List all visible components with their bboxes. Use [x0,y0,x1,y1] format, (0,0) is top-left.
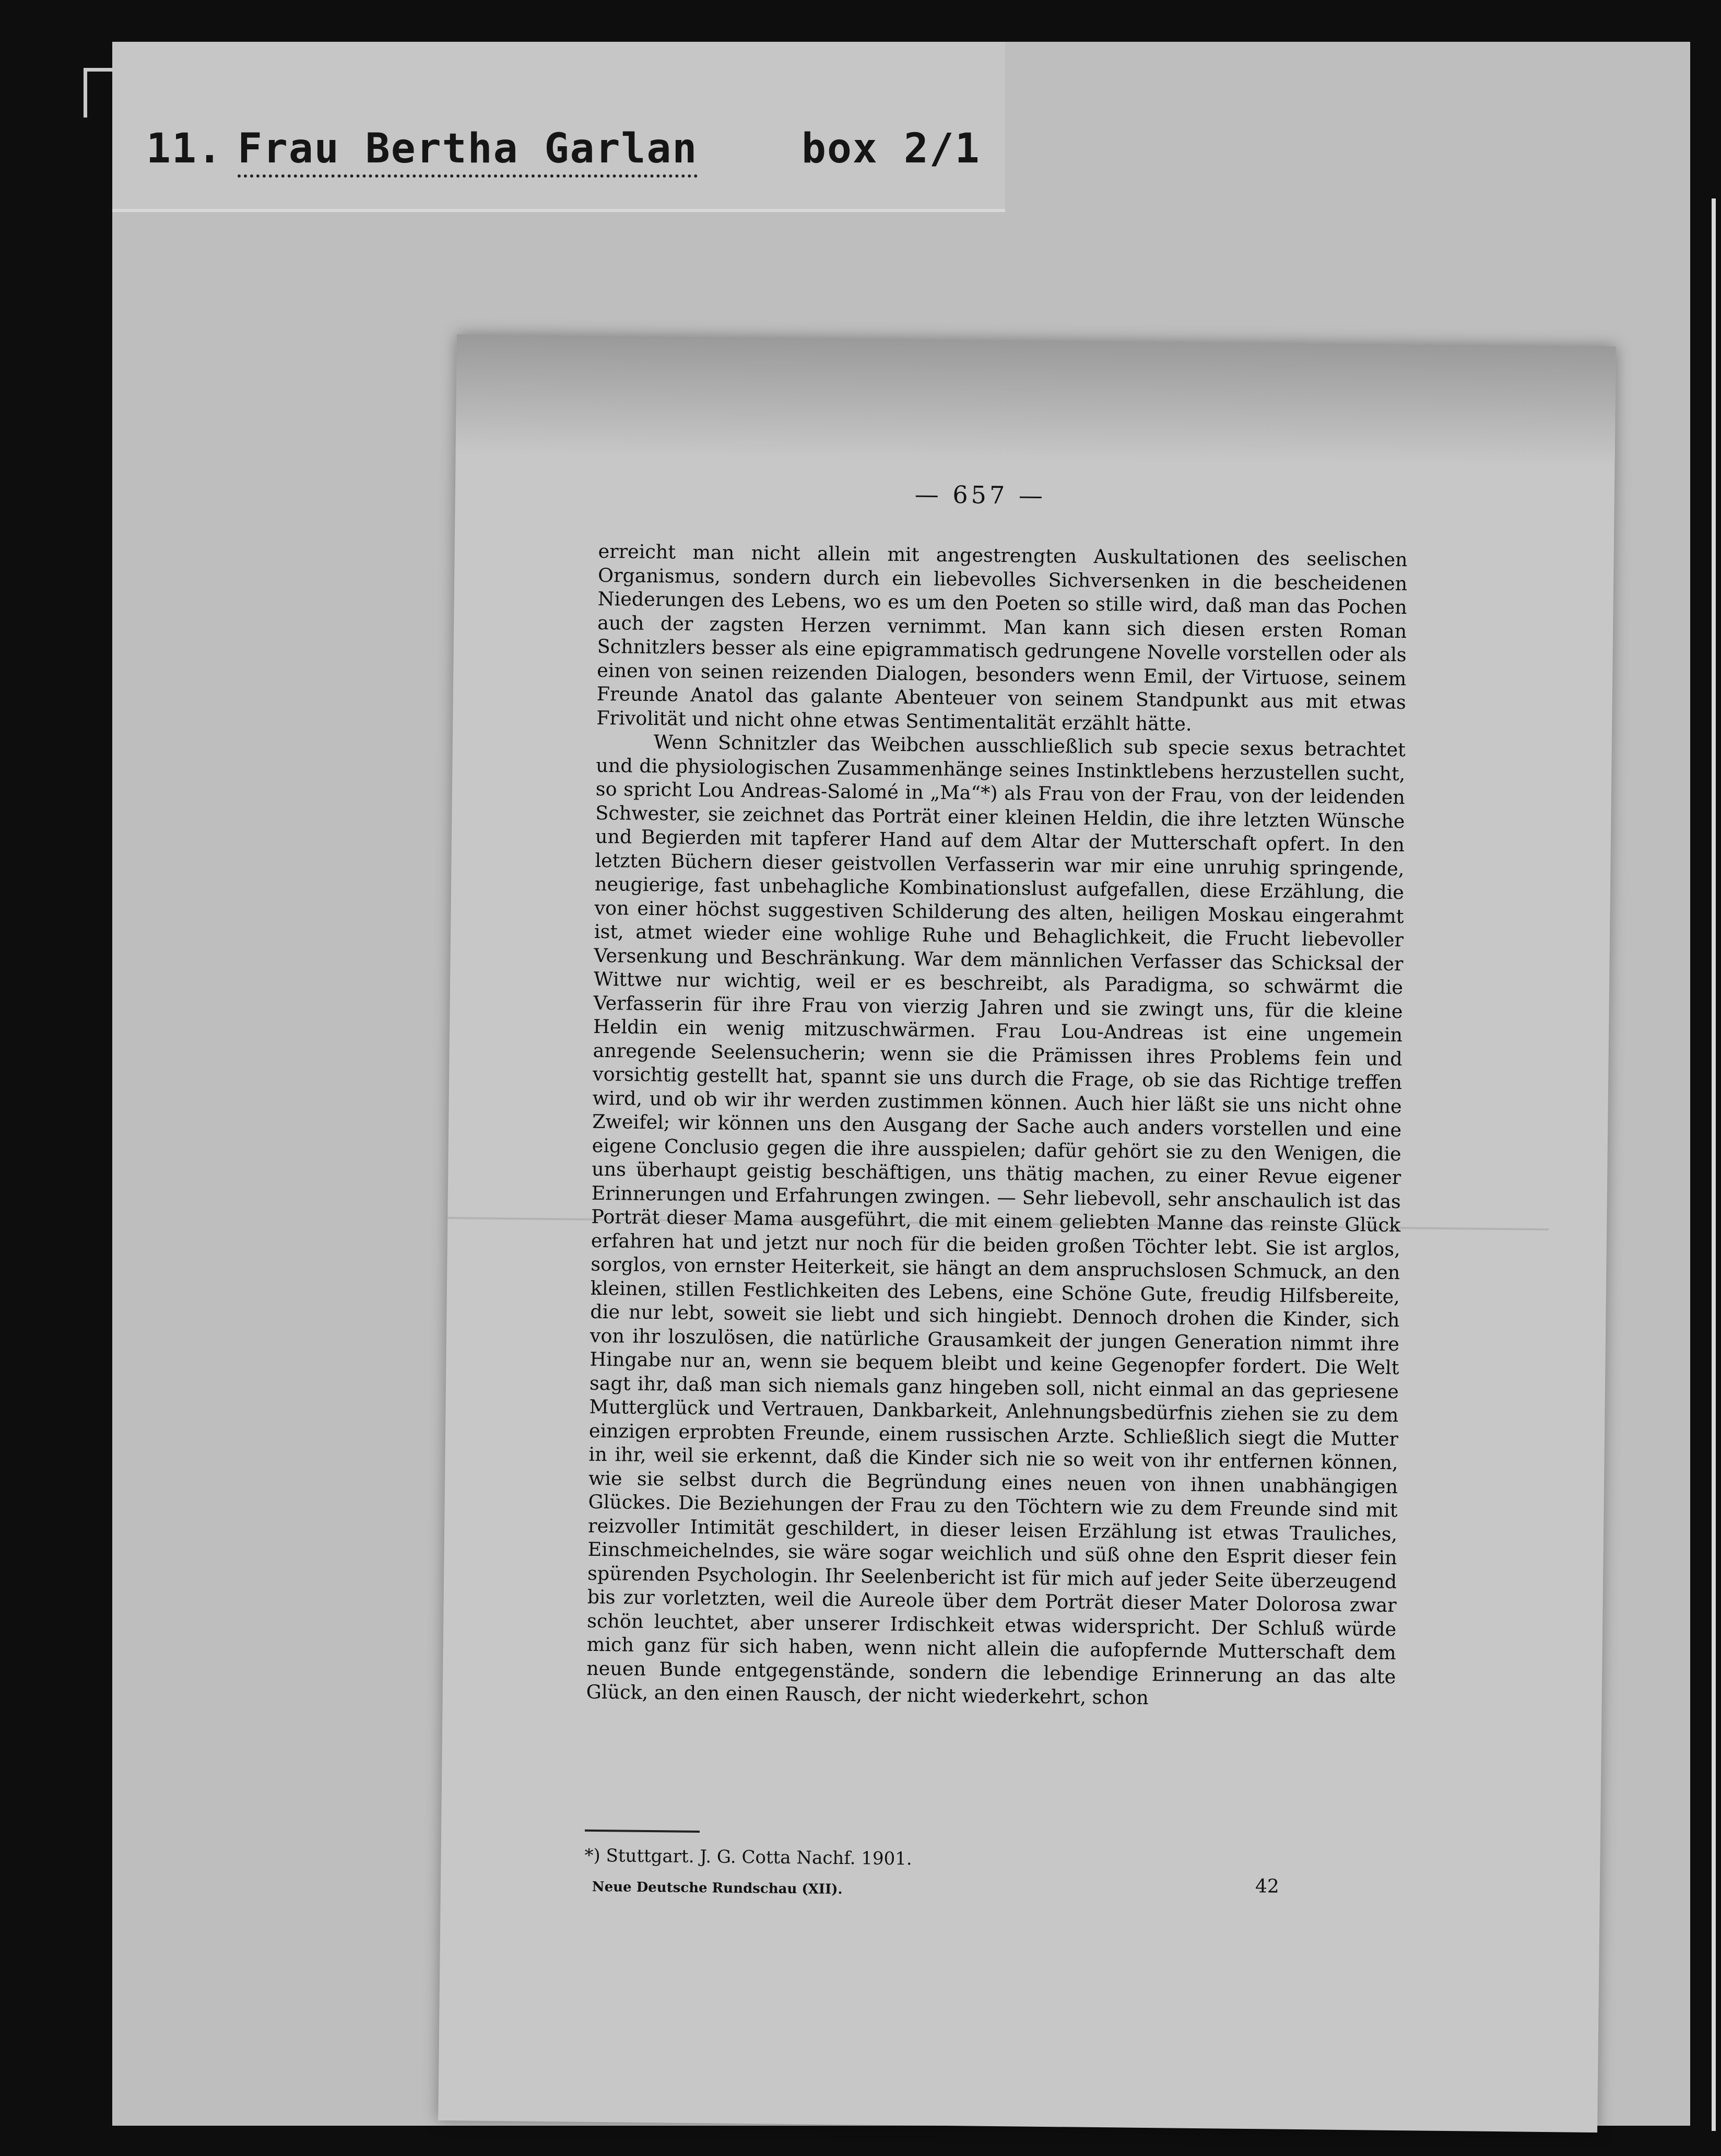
clipping-top-shadow [456,334,1616,466]
folder-label-band [112,42,1005,212]
page-number: — 657 — [914,480,1046,510]
archive-sheet [112,42,1690,2126]
corner-crop-mark [84,68,112,72]
sheet-number: 42 [1255,1876,1279,1897]
footnote-rule [585,1830,700,1833]
paragraph: Wenn Schnitzler das Weibchen ausschließlich sub specie sexus betrachtet und die physiologischen Zusammenhänge seines Instinktlebens herzustellen sucht, so spricht Lou Andreas-Salomé in „Ma“*) als Frau von der Frau, von der leidenden Schwester, sie zeichnet das Porträt einer kleinen Heldin, die ihre letzten Wünsche und Begierden mit tapferer Hand auf dem Altar der Mutterschaft opfert. In den letzten Büchern dieser geistvollen Verfasserin war mir eine unruhig springende, neugierige, fast unbehagliche Kombinationslust aufgefallen, diese Erzählung, die von einer höchst suggestiven Schilderung des alten, heiligen Moskau eingerahmt ist, atmet wieder eine wohlige Ruhe und Behaglichkeit, die Frucht liebevoller Versenkung und Beschränkung. War dem männlichen Verfasser das Schicksal der Wittwe nur wichtig, weil er es beschreibt, als Paradigma, so schwärmt die Verfasserin für ihre Frau von vierzig Jahren und sie zwingt uns, für die kleine Heldin ein wenig mitzuschwärmen. Frau Lou-Andreas ist eine ungemein anregende Seelensucherin; wenn sie die Prämissen ihres Problems fein und vorsichtig gestellt hat, spannt sie uns durch die Frage, ob sie das Richtige treffen wird, und ob wir ihr werden zustimmen können. Auch hier läßt sie uns nicht ohne Zweifel; wir können uns den Ausgang der Sache auch anders vorstellen und eine eigene Conclusio gegen die ihre ausspielen; dafür gehört sie zu den Wenigen, die uns überhaupt geistig beschäftigen, uns thätig machen, zu einer Revue eigener Erinnerungen und Erfahrungen zwingen. — Sehr liebevoll, sehr anschaulich ist das Porträt dieser Mama ausgeführt, die mit einem geliebten Manne das reinste Glück erfahren hat und jetzt nur noch für die beiden großen Töchter lebt. Sie ist arglos, sorglos, von ernster Heiterkeit, sie hängt an dem anspruchslosen Schmuck, an den kleinen, stillen Festlichkeiten des Lebens, eine Schöne Gute, freudig Hilfsbereite, die nur lebt, soweit sie liebt und sich hingiebt. Dennoch drohen die Kinder, sich von ihr loszulösen, die natürliche Grausamkeit der jungen Generation nimmt ihre Hingabe nur an, wenn sie bequem bleibt und keine Gegenopfer fordert. Die Welt sagt ihr, daß man sich niemals ganz hingeben soll, nicht einmal an das gepriesene Mutterglück und Vertrauen, Dankbarkeit, Anlehnungsbedürfnis ziehen sie zu dem einzigen erprobten Freunde, einem russischen Arzte. Schließlich siegt die Mutter in ihr, weil sie erkennt, daß die Kinder sich nie so weit von ihr entfernen können, wie sie selbst durch die Begründung eines neuen von ihnen unabhängigen Glückes. Die Beziehungen der Frau zu den Töchtern wie zu dem Freunde sind mit reizvoller Intimität geschildert, in dieser leisen Erzählung ist etwas Trauliches, Einschmeichelndes, sie wäre sogar weichlich und süß ohne den Esprit dieser fein spürenden Psychologin. Ihr Seelenbericht ist für mich auf jeder Seite überzeugend bis zur vorletzten, weil die Aureole über dem Porträt dieser Mater Dolorosa zwar schön leuchtet, aber unserer Irdischkeit etwas widerspricht. Der Schluß würde mich ganz für sich haben, wenn nicht allein die aufopfernde Mutterschaft dem neuen Bunde entgegenstände, sondern die lebendige Erinnerung an das alte Glück, an den einen Rausch, der nicht wiederkehrt, schon [586,730,1406,1709]
newspaper-clipping [438,334,1616,2132]
journal-name: Neue Deutsche Rundschau (XII). [592,1879,843,1897]
right-edge-line [1712,198,1716,2131]
footnote: *) Stuttgart. J. G. Cotta Nachf. 1901. [584,1845,912,1870]
paragraph: erreicht man nicht allein mit angestrengten Auskultationen des seelischen Organismus, sondern durch ein liebevolles Sichversenken in die bescheidenen Niederungen des Lebens, wo es um den Poeten so stille wird, daß man das Pochen auch der zagsten Herzen vernimmt. Man kann sich diesen ersten Roman Schnitzlers besser als eine epigrammatisch gedrungene Novelle vorstellen oder als einen von seinen reizenden Dialogen, besonders wenn Emil, der Virtuose, seinem Freunde Anatol das galante Abenteuer von seinem Standpunkt aus mit etwas Frivolität und nicht ohne etwas Sentimentalität erzählt hätte. [596,540,1408,735]
folder-number: 11. [146,125,223,172]
folder-title: Frau Bertha Garlan [238,125,698,178]
folder-box-label: box 2/1 [801,125,981,172]
corner-crop-mark-vertical [84,68,87,118]
article-body [586,540,1408,1713]
